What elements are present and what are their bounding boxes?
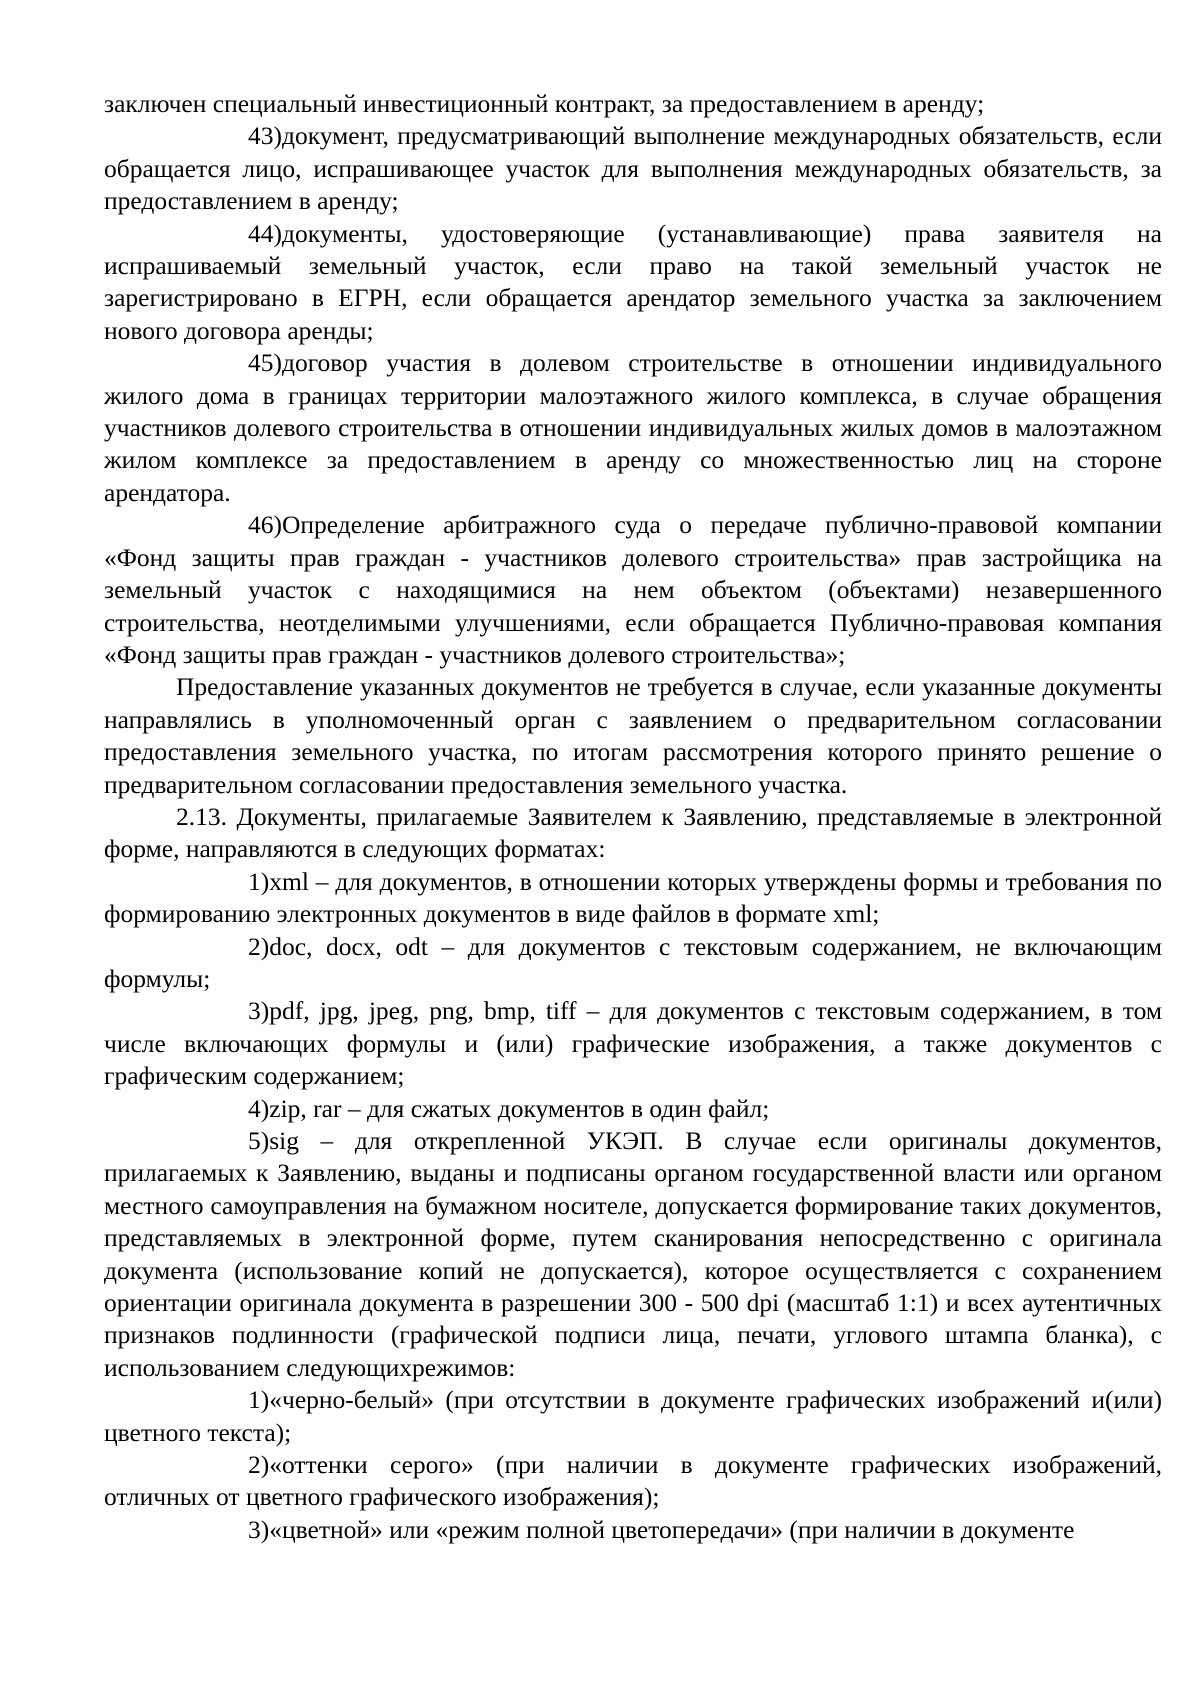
item-number: 43): [248, 121, 282, 151]
item-text: «оттенки серого» (при наличии в документе графических изображений, отличных от цветного графического изображения);: [104, 1450, 1162, 1512]
paragraph-text: Предоставление указанных документов не требуется в случае, если указанные документы направлялись в уполномоченный орган с заявлением о предварительном согласовании предоставления земельного участка, по итогам рассмотрения которого принято решение о предварительном согласовании предоставления земельного участка.: [104, 672, 1162, 799]
item-text: «черно-белый» (при отсутствии в документе графических изображений и(или) цветного текста);: [104, 1385, 1162, 1447]
item-number: 3): [248, 996, 270, 1026]
item-number: 5): [248, 1126, 270, 1155]
item-number: 1): [248, 866, 270, 896]
item-number: 2): [248, 931, 270, 961]
item-number: 44): [248, 218, 282, 248]
item-text: договор участия в долевом строительстве в отношении индивидуального жилого дома в границах территории малоэтажного жилого комплекса, в случае обращения участников долевого строительства в отношении индивидуальных жилых домов в малоэтажном жилом комплексе за предоставлением в аренду со множественностью лиц на стороне арендатора.: [104, 348, 1162, 507]
list-item: [104, 120, 1162, 217]
document-page: [104, 88, 1162, 1546]
item-text: Определение арбитражного суда о передаче публично-правовой компании «Фонд защиты прав граждан - участников долевого строительства» прав застройщика на земельный участок с находящимися на нем объектом (объектами) незавершенного строительства, неотделимыми улучшениями, если обращается Публично-правовая компания «Фонд защиты прав граждан - участников долевого строительства»;: [104, 510, 1162, 669]
list-item: [104, 1384, 1162, 1449]
item-number: 4): [248, 1093, 270, 1123]
list-item: [104, 995, 1162, 1092]
paragraph-text: заключен специальный инвестиционный контракт, за предоставлением в аренду;: [104, 89, 985, 118]
item-number: 46): [248, 510, 282, 540]
item-text: документ, предусматривающий выполнение международных обязательств, если обращается лицо, испрашивающее участок для выполнения международных обязательств, за предоставлением в аренду;: [104, 121, 1162, 216]
item-text: «цветной» или «режим полной цветопередачи» (при наличии в документе: [269, 1514, 1075, 1544]
paragraph: [104, 88, 1162, 120]
item-text: zip, rar – для сжатых документов в один файл;: [269, 1093, 770, 1123]
item-number: 1): [248, 1385, 270, 1415]
list-item: [104, 218, 1162, 348]
item-text: sig – для открепленной УКЭП. В случае если оригиналы документов, прилагаемых к Заявлению, выданы и подписаны органом государственной власти или органом местного самоуправления на бумажном носителе, допускается формирование таких документов, представляемых в электронной форме, путем сканирования непосредственно с оригинала документа (использование копий не допускается), которое осуществляется с сохранением ориентации оригинала документа в разрешении 300 - 500 dpi (масштаб 1:1) и всех аутентичных признаков подлинности (графической подписи лица, печати, углового штампа бланка), с использованием следующихрежимов:: [104, 1126, 1162, 1382]
list-item: [104, 866, 1162, 931]
item-number: 3): [248, 1514, 270, 1544]
item-number: 2): [248, 1450, 270, 1480]
item-text: xml – для документов, в отношении которых утверждены формы и требования по формированию электронных документов в виде файлов в формате xml;: [104, 866, 1162, 929]
list-item: [104, 1514, 1162, 1546]
item-text: doc, docx, odt – для документов с текстовым содержанием, не включающим формулы;: [104, 931, 1162, 993]
paragraph-text: 2.13. Документы, прилагаемые Заявителем к Заявлению, представляемые в электронной форме, направляются в следующих форматах:: [104, 801, 1162, 864]
list-item: [104, 931, 1162, 996]
item-text: документы, удостоверяющие (устанавливающие) права заявителя на испрашиваемый земельный участок, если право на такой земельный участок не зарегистрировано в ЕГРН, если обращается арендатор земельного участка за заключением нового договора аренды;: [104, 218, 1162, 345]
list-item: [104, 347, 1162, 509]
list-item: [104, 509, 1162, 671]
list-item: [104, 1093, 1162, 1125]
section-paragraph: [104, 801, 1162, 866]
list-item: [104, 1125, 1162, 1384]
list-item: [104, 1449, 1162, 1514]
item-number: 45): [248, 348, 282, 378]
item-text: pdf, jpg, jpeg, png, bmp, tiff – для документов с текстовым содержанием, в том числе включающих формулы и (или) графические изображения, а также документов с графическим содержанием;: [104, 996, 1162, 1091]
paragraph: [104, 671, 1162, 801]
